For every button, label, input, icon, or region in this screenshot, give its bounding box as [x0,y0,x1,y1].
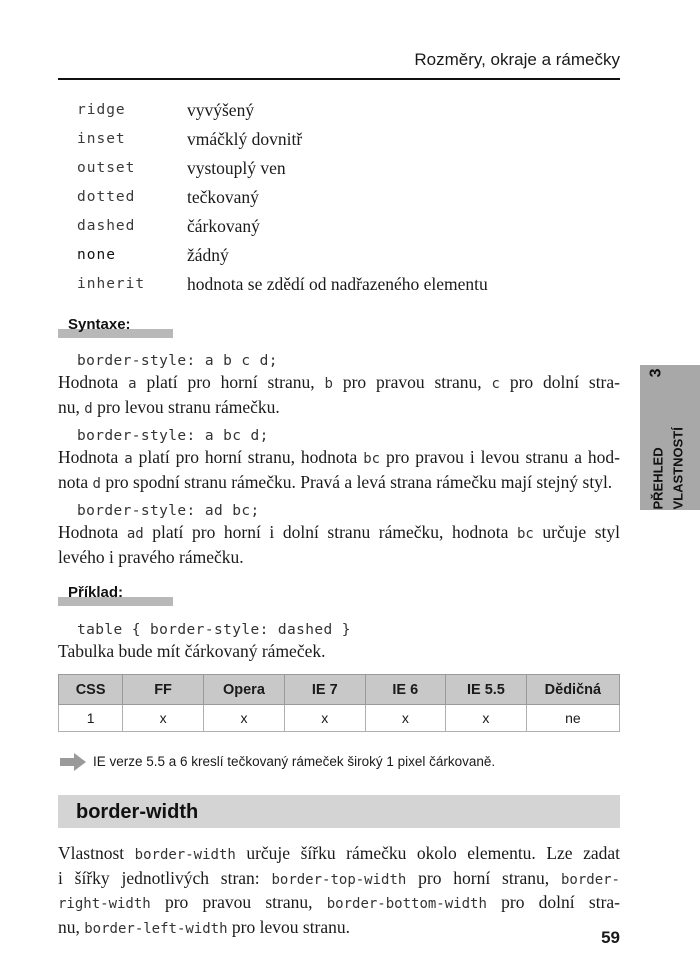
syntax-code-1: border-style: a b c d; [77,353,278,369]
value-description: vyvýšený [187,100,255,120]
value-keyword: dotted [77,189,136,205]
text-line: Hodnota a platí pro horní stranu, hodnota bc pro pravou i levou stranu a hod- [58,447,620,467]
chapter-side-tab [640,365,700,510]
section-paragraph [58,842,620,940]
text-line: Hodnota a platí pro horní stranu, b pro pravou stranu, c pro dolní stra- [58,372,620,392]
chapter-number: 3 [647,368,665,378]
text-line: nu, border-left-width pro levou stranu. [58,916,351,937]
table-header-cell: Dědičná [526,675,619,705]
text-line: Vlastnost border-width určuje šířku rámečku okolo elementu. Lze zadat [58,843,620,863]
example-code: table { border-style: dashed } [77,622,351,638]
value-description: vystouplý ven [187,158,286,178]
value-description: vmáčklý dovnitř [187,129,303,149]
table-header-cell: FF [123,675,204,705]
value-keyword: inherit [77,276,146,292]
note-text: IE verze 5.5 a 6 kreslí tečkovaný rámeček široký 1 pixel čárkovaně. [93,754,496,769]
chapter-tab-line1: PŘEHLED [650,447,666,510]
value-keyword: outset [77,160,136,176]
running-header: Rozměry, okraje a rámečky [414,50,620,69]
table-header-row [59,675,620,705]
section-title: border-width [76,801,199,823]
value-keyword: dashed [77,218,136,234]
value-keyword: inset [77,131,126,147]
syntax-explanation-3 [58,521,620,568]
table-row [59,705,620,732]
text-line: Hodnota ad platí pro horní i dolní stranu rámečku, hodnota bc určuje styl [58,522,620,542]
text-line: right-width pro pravou stranu, border-bottom-width pro dolní stra- [58,892,620,912]
table-cell: x [285,705,366,732]
arrow-right-icon [60,753,86,771]
table-cell: x [446,705,527,732]
syntax-explanation-1 [58,371,620,420]
chapter-tab-line2: VLASTNOSTÍ [670,427,686,510]
section-heading [58,795,620,828]
example-label [58,584,173,606]
value-keyword: none [77,247,116,263]
example-text [58,640,620,663]
syntax-code-3: border-style: ad bc; [77,503,260,519]
text-line: nota d pro spodní stranu rámečku. Pravá a levá strana rámečku mají stejný styl. [58,471,613,492]
example-label-text: Příklad: [68,584,124,601]
value-description: hodnota se zdědí od nadřazeného elementu [187,274,488,294]
value-description: tečkovaný [187,187,259,207]
text-line: i šířky jednotlivých stran: border-top-width pro horní stranu, border- [58,867,620,888]
value-keyword: ridge [77,102,126,118]
header-rule [58,78,620,80]
syntax-explanation-2 [58,446,620,495]
text-line: nu, d pro levou stranu rámečku. [58,396,280,417]
syntax-code-2: border-style: a bc d; [77,428,269,444]
table-cell: x [203,705,284,732]
syntax-label-text: Syntaxe: [68,316,131,333]
table-cell: ne [526,705,619,732]
value-description: čárkovaný [187,216,260,236]
table-header-cell: IE 7 [285,675,366,705]
table-header-cell: IE 6 [365,675,446,705]
table-header-cell: Opera [203,675,284,705]
value-description: žádný [187,245,229,265]
table-cell: x [365,705,446,732]
table-cell: x [123,705,204,732]
syntax-label [58,316,173,338]
table-header-cell: IE 5.5 [446,675,527,705]
table-cell: 1 [59,705,123,732]
chapter-tab-text [647,365,691,510]
compatibility-table [58,674,620,732]
page-number: 59 [601,928,620,947]
text-line: levého i pravého rámečku. [58,546,244,567]
text-line: Tabulka bude mít čárkovaný rámeček. [58,641,326,661]
table-header-cell: CSS [59,675,123,705]
